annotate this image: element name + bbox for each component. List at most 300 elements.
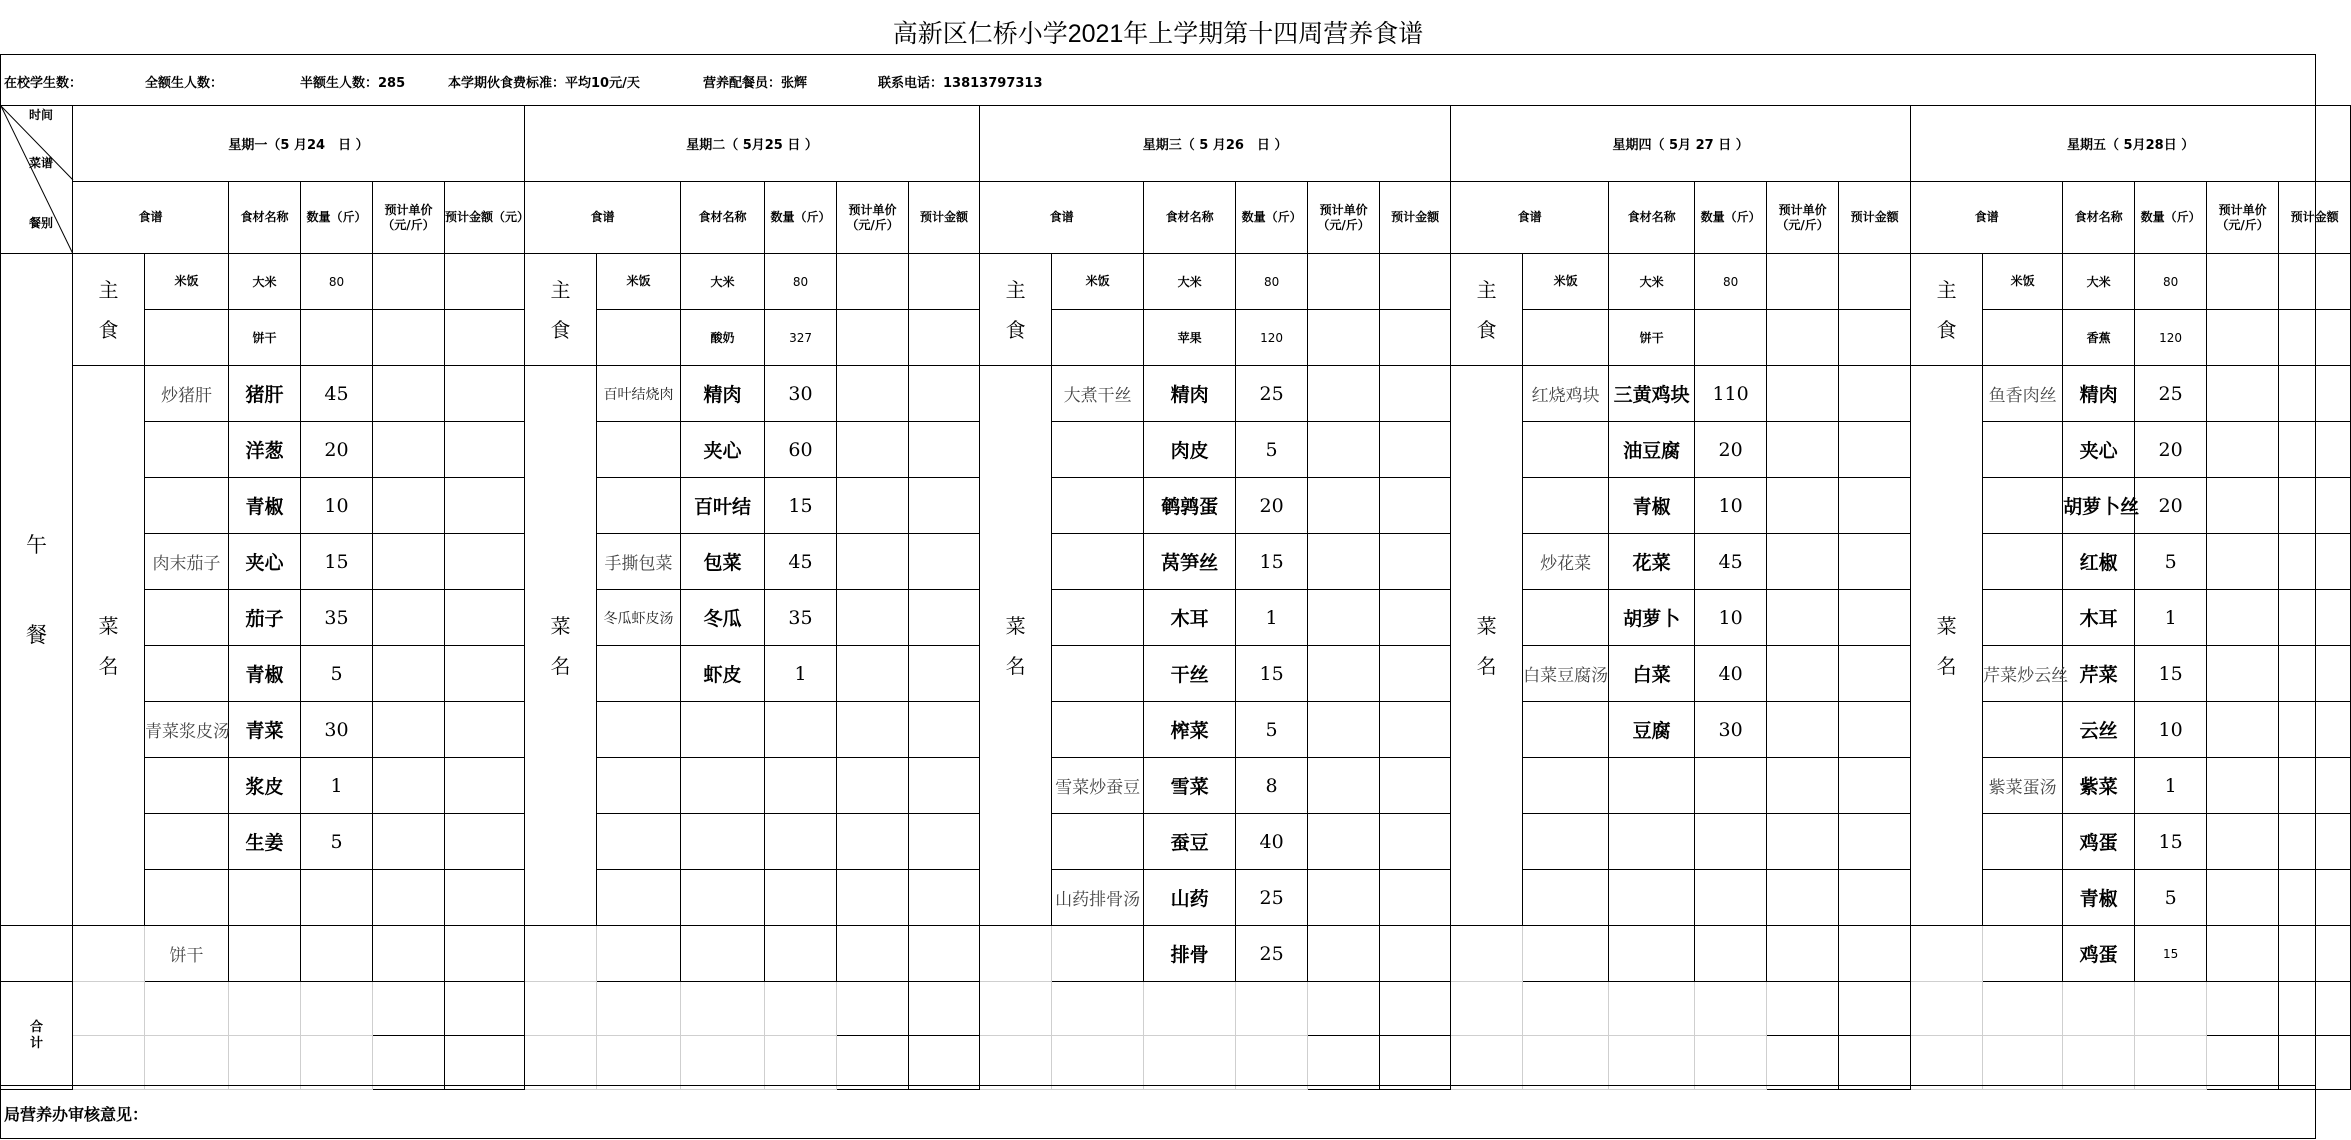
- ingredient-qty: 25: [1236, 870, 1308, 926]
- unit-price-cell: [2207, 422, 2279, 478]
- amount-cell: [445, 590, 525, 646]
- table-row: [1, 422, 2351, 478]
- unit-price-cell: [373, 534, 445, 590]
- ingredient-name: 雪菜: [1144, 758, 1236, 814]
- ingredient-qty: [1695, 926, 1767, 982]
- ingredient-name: 紫菜: [2063, 758, 2135, 814]
- staple-char-2: 食: [550, 317, 571, 342]
- lunch-char-1: 午: [26, 532, 47, 557]
- ingredient-qty: 45: [765, 534, 837, 590]
- unit-price-cell: [2207, 926, 2279, 982]
- ingredient-qty: 1: [765, 646, 837, 702]
- staple-dish: 米饭: [1523, 254, 1609, 310]
- table-row: [1, 982, 2351, 1036]
- unit-price-header: 预计单价（元/斤）: [373, 182, 445, 254]
- total-row-cell: [2135, 982, 2207, 1036]
- ingredient-qty: 5: [1236, 702, 1308, 758]
- amount-cell: [1839, 758, 1911, 814]
- unit-price-cell: [837, 926, 909, 982]
- dish-char-2: 名: [550, 653, 571, 678]
- staple-char-1: 主: [1005, 277, 1026, 302]
- total-row-cell: [73, 982, 145, 1036]
- ingredient-qty: 20: [2135, 422, 2207, 478]
- amount-cell: [445, 534, 525, 590]
- amount-cell: [1839, 814, 1911, 870]
- total-row-cell: [837, 982, 909, 1036]
- staple-char-2: 食: [98, 317, 119, 342]
- dish-name: [597, 422, 681, 478]
- ingredient-qty: 5: [301, 646, 373, 702]
- staple-dish: 米饭: [1052, 254, 1144, 310]
- menu-table: [0, 105, 2351, 1090]
- unit-price-cell: [1308, 478, 1380, 534]
- table-row: [1, 814, 2351, 870]
- staple-dish: [1052, 310, 1144, 366]
- ingredient-qty: 10: [1695, 590, 1767, 646]
- total-row-cell: [1695, 982, 1767, 1036]
- dish-char-2: 名: [98, 653, 119, 678]
- recipe-header: 食谱: [1911, 182, 2063, 254]
- unit-price-cell: [373, 254, 445, 310]
- unit-price-cell: [2207, 814, 2279, 870]
- dish-name: [145, 814, 229, 870]
- day-header: 星期一（5 月24 日 ）: [73, 106, 525, 182]
- ingredient-qty: 15: [1236, 534, 1308, 590]
- amount-cell: [1839, 310, 1911, 366]
- ingredient-name: 百叶结: [681, 478, 765, 534]
- ingredient-name: 夹心: [2063, 422, 2135, 478]
- total-row-cell: [1767, 1036, 1839, 1090]
- unit-price-cell: [1767, 926, 1839, 982]
- total-row-cell: [1911, 982, 1983, 1036]
- ingredient-qty: 5: [2135, 534, 2207, 590]
- unit-price-cell: [1308, 814, 1380, 870]
- dish-name: [145, 422, 229, 478]
- amount-cell: [445, 702, 525, 758]
- staple-qty: 80: [765, 254, 837, 310]
- amount-cell: [445, 310, 525, 366]
- ingredient-name: 精肉: [2063, 366, 2135, 422]
- meal-lunch-label: [1, 254, 73, 926]
- total-row-cell: [301, 982, 373, 1036]
- ingredient-name: 洋葱: [229, 422, 301, 478]
- amount-cell: [445, 478, 525, 534]
- amount-cell: [909, 366, 980, 422]
- total-row-cell: [1144, 1036, 1236, 1090]
- staple-ingredient: 大米: [229, 254, 301, 310]
- amount-cell: [445, 366, 525, 422]
- unit-price-cell: [1767, 422, 1839, 478]
- ingredient-name: 蚕豆: [1144, 814, 1236, 870]
- amount-cell: [1839, 870, 1911, 926]
- ingredient-name: [681, 758, 765, 814]
- ingredient-qty: [301, 870, 373, 926]
- table-row: [1, 926, 2351, 982]
- dish-name: 冬瓜虾皮汤: [597, 590, 681, 646]
- ingredient-header: 食材名称: [229, 182, 301, 254]
- dish-name: [145, 646, 229, 702]
- staple-label: [1911, 254, 1983, 366]
- total-row-cell: [445, 982, 525, 1036]
- unit-price-cell: [373, 422, 445, 478]
- dish-char-1: 菜: [1936, 613, 1957, 638]
- ingredient-name: 肉皮: [1144, 422, 1236, 478]
- table-row: [1, 646, 2351, 702]
- staple-qty: 120: [1236, 310, 1308, 366]
- staple-ingredient: 苹果: [1144, 310, 1236, 366]
- unit-price-cell: [1767, 758, 1839, 814]
- total-row-cell: [145, 982, 229, 1036]
- staple-qty: 80: [1695, 254, 1767, 310]
- total-row-cell: [2279, 982, 2351, 1036]
- amount-cell: [909, 870, 980, 926]
- total-row-cell: [980, 1036, 1052, 1090]
- unit-price-cell: [373, 646, 445, 702]
- ingredient-name: 胡萝卜: [1609, 590, 1695, 646]
- table-row: [1, 1036, 2351, 1090]
- staple-qty: [301, 310, 373, 366]
- amount-cell: [1380, 366, 1451, 422]
- total-row-cell: [1839, 982, 1911, 1036]
- total-row-cell: [301, 1036, 373, 1090]
- dish-name: 肉末茄子: [145, 534, 229, 590]
- ingredient-qty: 10: [301, 478, 373, 534]
- staple-qty: 120: [2135, 310, 2207, 366]
- staple-ingredient: 大米: [2063, 254, 2135, 310]
- page-title: 高新区仁桥小学2021年上学期第十四周营养食谱: [892, 20, 1424, 48]
- total-row-cell: [1523, 982, 1609, 1036]
- unit-price-header: 预计单价（元/斤）: [2207, 182, 2279, 254]
- dish-name: [1523, 702, 1609, 758]
- ingredient-name: 青椒: [2063, 870, 2135, 926]
- dish-name: 饼干: [145, 926, 229, 982]
- corner-recipe-label: 菜谱: [29, 156, 54, 170]
- ingredient-name: 花菜: [1609, 534, 1695, 590]
- total-row-cell: [2063, 1036, 2135, 1090]
- ingredient-qty: 10: [2135, 702, 2207, 758]
- corner-meal-label: 餐别: [29, 216, 54, 230]
- ingredient-name: 木耳: [1144, 590, 1236, 646]
- ingredient-qty: 30: [1695, 702, 1767, 758]
- ingredient-qty: 45: [1695, 534, 1767, 590]
- dish-name: [597, 646, 681, 702]
- total-row-cell: [2207, 982, 2279, 1036]
- staple-ingredient: 酸奶: [681, 310, 765, 366]
- amount-cell: [445, 422, 525, 478]
- unit-price-cell: [2207, 534, 2279, 590]
- amount-cell: [2279, 702, 2351, 758]
- amount-header: 预计金额: [1839, 182, 1911, 254]
- ingredient-header: 食材名称: [1144, 182, 1236, 254]
- amount-cell: [445, 926, 525, 982]
- staple-char-1: 主: [550, 277, 571, 302]
- total-row-cell: [1911, 1036, 1983, 1090]
- unit-price-cell: [373, 870, 445, 926]
- amount-cell: [2279, 310, 2351, 366]
- dish-name: [597, 702, 681, 758]
- dish-label-empty: [980, 926, 1052, 982]
- dish-name: [1523, 758, 1609, 814]
- ingredient-name: [1609, 758, 1695, 814]
- total-row-cell: [980, 982, 1052, 1036]
- info-bar: [0, 68, 2316, 92]
- unit-price-cell: [1767, 366, 1839, 422]
- amount-cell: [1380, 478, 1451, 534]
- ingredient-name: 三黄鸡块: [1609, 366, 1695, 422]
- dish-char-2: 名: [1005, 653, 1026, 678]
- ingredient-qty: 20: [1695, 422, 1767, 478]
- staple-label: [980, 254, 1052, 366]
- ingredient-name: 胡萝卜丝: [2063, 478, 2135, 534]
- total-row-cell: [1983, 982, 2063, 1036]
- unit-price-cell: [2207, 702, 2279, 758]
- ingredient-header: 食材名称: [2063, 182, 2135, 254]
- total-row-cell: [909, 982, 980, 1036]
- unit-price-cell: [1767, 310, 1839, 366]
- total-row-cell: [525, 1036, 597, 1090]
- ingredient-name: 猪肝: [229, 366, 301, 422]
- table-row: [1, 254, 2351, 310]
- ingredient-qty: 1: [2135, 758, 2207, 814]
- dish-name: [1052, 422, 1144, 478]
- amount-cell: [909, 646, 980, 702]
- dish-char-1: 菜: [550, 613, 571, 638]
- total-char-1: 合: [29, 1019, 43, 1035]
- total-row-cell: [765, 982, 837, 1036]
- unit-price-header: 预计单价（元/斤）: [837, 182, 909, 254]
- ingredient-name: 精肉: [1144, 366, 1236, 422]
- total-row-cell: [1983, 1036, 2063, 1090]
- amount-cell: [445, 870, 525, 926]
- unit-price-cell: [837, 534, 909, 590]
- unit-price-cell: [837, 366, 909, 422]
- dish-label-empty: [1451, 926, 1523, 982]
- ingredient-qty: 110: [1695, 366, 1767, 422]
- unit-price-cell: [1308, 870, 1380, 926]
- ingredient-name: 虾皮: [681, 646, 765, 702]
- unit-price-cell: [1308, 254, 1380, 310]
- ingredient-name: [681, 926, 765, 982]
- dish-char-1: 菜: [1005, 613, 1026, 638]
- ingredient-qty: 1: [1236, 590, 1308, 646]
- amount-cell: [1380, 422, 1451, 478]
- ingredient-qty: [1695, 814, 1767, 870]
- amount-cell: [2279, 590, 2351, 646]
- students-count: 在校学生数：: [4, 76, 83, 91]
- dish-name: 手撕包菜: [597, 534, 681, 590]
- day-header: 星期二（ 5月25 日 ）: [525, 106, 980, 182]
- unit-price-cell: [373, 478, 445, 534]
- ingredient-qty: 15: [2135, 814, 2207, 870]
- amount-header: 预计金额: [1380, 182, 1451, 254]
- ingredient-name: [1609, 870, 1695, 926]
- amount-cell: [1380, 534, 1451, 590]
- unit-price-cell: [837, 478, 909, 534]
- ingredient-qty: 15: [2135, 646, 2207, 702]
- staple-dish: [1983, 310, 2063, 366]
- unit-price-cell: [2207, 254, 2279, 310]
- dish-name: [1052, 814, 1144, 870]
- amount-cell: [909, 422, 980, 478]
- recipe-header: 食谱: [980, 182, 1144, 254]
- unit-price-cell: [2207, 870, 2279, 926]
- dish-label-empty: [1911, 926, 1983, 982]
- dish-name: [1523, 926, 1609, 982]
- ingredient-name: 榨菜: [1144, 702, 1236, 758]
- staple-ingredient: 大米: [1609, 254, 1695, 310]
- ingredient-name: 干丝: [1144, 646, 1236, 702]
- ingredient-qty: 20: [2135, 478, 2207, 534]
- table-row: [1, 758, 2351, 814]
- ingredient-name: 排骨: [1144, 926, 1236, 982]
- total-row-cell: [1380, 1036, 1451, 1090]
- dish-label: [980, 366, 1052, 926]
- ingredient-name: 红椒: [2063, 534, 2135, 590]
- dish-name: [1983, 422, 2063, 478]
- unit-price-cell: [1308, 926, 1380, 982]
- total-row-cell: [681, 982, 765, 1036]
- unit-price-cell: [837, 646, 909, 702]
- recipe-header: 食谱: [73, 182, 229, 254]
- dish-name: [1523, 478, 1609, 534]
- qty-header: 数量（斤）: [301, 182, 373, 254]
- amount-header: 预计金额: [909, 182, 980, 254]
- amount-cell: [2279, 254, 2351, 310]
- day-header: 星期三（ 5 月26 日 ）: [980, 106, 1451, 182]
- dish-name: [597, 758, 681, 814]
- corner-header: [1, 106, 73, 254]
- ingredient-name: 鹌鹑蛋: [1144, 478, 1236, 534]
- total-row-cell: [1451, 982, 1523, 1036]
- ingredient-qty: 45: [301, 366, 373, 422]
- amount-cell: [445, 758, 525, 814]
- staple-ingredient: 大米: [1144, 254, 1236, 310]
- dish-name: [1052, 702, 1144, 758]
- total-row-cell: [1308, 1036, 1380, 1090]
- unit-price-cell: [837, 590, 909, 646]
- ingredient-qty: 5: [301, 814, 373, 870]
- unit-price-cell: [2207, 478, 2279, 534]
- ingredient-name: [229, 926, 301, 982]
- ingredient-qty: 35: [765, 590, 837, 646]
- total-row-cell: [1767, 982, 1839, 1036]
- amount-cell: [909, 926, 980, 982]
- amount-cell: [1380, 870, 1451, 926]
- amount-cell: [1380, 702, 1451, 758]
- ingredient-name: [681, 814, 765, 870]
- dish-name: 炒猪肝: [145, 366, 229, 422]
- table-row: [1, 310, 2351, 366]
- dish-name: [1983, 478, 2063, 534]
- ingredient-name: 夹心: [229, 534, 301, 590]
- ingredient-qty: 30: [301, 702, 373, 758]
- dish-name: [1523, 590, 1609, 646]
- unit-price-cell: [837, 758, 909, 814]
- amount-cell: [1380, 254, 1451, 310]
- corner-diagonals: [1, 106, 73, 254]
- total-row-cell: [2207, 1036, 2279, 1090]
- total-row-cell: [1839, 1036, 1911, 1090]
- ingredient-name: [1609, 926, 1695, 982]
- title-divider: [0, 54, 2316, 55]
- unit-price-cell: [1767, 478, 1839, 534]
- unit-price-cell: [1767, 814, 1839, 870]
- dish-name: [145, 478, 229, 534]
- qty-header: 数量（斤）: [765, 182, 837, 254]
- ingredient-qty: 15: [765, 478, 837, 534]
- dish-name: 鱼香肉丝: [1983, 366, 2063, 422]
- ingredient-name: [1609, 814, 1695, 870]
- dish-name: 大煮干丝: [1052, 366, 1144, 422]
- ingredient-name: 白菜: [1609, 646, 1695, 702]
- amount-cell: [1839, 478, 1911, 534]
- dish-name: 炒花菜: [1523, 534, 1609, 590]
- amount-cell: [909, 590, 980, 646]
- dish-name: [1983, 926, 2063, 982]
- unit-price-cell: [2207, 366, 2279, 422]
- ingredient-qty: 30: [765, 366, 837, 422]
- unit-price-cell: [1308, 534, 1380, 590]
- dish-name: [145, 758, 229, 814]
- total-row-cell: [909, 1036, 980, 1090]
- total-row-cell: [1609, 1036, 1695, 1090]
- total-row-cell: [837, 1036, 909, 1090]
- ingredient-name: [681, 702, 765, 758]
- day-header: 星期四（ 5月 27 日 ）: [1451, 106, 1911, 182]
- total-row-cell: [1451, 1036, 1523, 1090]
- dish-name: 紫菜蛋汤: [1983, 758, 2063, 814]
- staple-qty: 80: [2135, 254, 2207, 310]
- unit-price-cell: [837, 254, 909, 310]
- ingredient-name: 青菜: [229, 702, 301, 758]
- unit-price-cell: [1308, 590, 1380, 646]
- total-row-cell: [73, 1036, 145, 1090]
- dish-char-1: 菜: [98, 613, 119, 638]
- table-row: [1, 478, 2351, 534]
- dish-name: [1052, 926, 1144, 982]
- unit-price-cell: [373, 310, 445, 366]
- meal-standard: 本学期伙食费标准：平均10元/天: [448, 76, 640, 91]
- ingredient-qty: 35: [301, 590, 373, 646]
- total-row-cell: [1695, 1036, 1767, 1090]
- total-row-cell: [2279, 1036, 2351, 1090]
- amount-cell: [1380, 646, 1451, 702]
- ingredient-name: 包菜: [681, 534, 765, 590]
- dish-label: [1451, 366, 1523, 926]
- ingredient-qty: 60: [765, 422, 837, 478]
- dish-name: 百叶结烧肉: [597, 366, 681, 422]
- amount-cell: [2279, 478, 2351, 534]
- unit-price-cell: [373, 758, 445, 814]
- table-row: [1, 702, 2351, 758]
- contact-phone: 联系电话：13813797313: [878, 76, 1043, 91]
- dish-label: [73, 366, 145, 926]
- ingredient-qty: 5: [2135, 870, 2207, 926]
- unit-price-cell: [1308, 646, 1380, 702]
- staple-dish: [1523, 310, 1609, 366]
- unit-price-cell: [837, 870, 909, 926]
- ingredient-qty: [765, 758, 837, 814]
- ingredient-qty: [765, 926, 837, 982]
- total-row-cell: [145, 1036, 229, 1090]
- amount-cell: [1380, 926, 1451, 982]
- total-row-cell: [229, 1036, 301, 1090]
- amount-cell: [1839, 422, 1911, 478]
- total-row-cell: [1236, 982, 1308, 1036]
- ingredient-name: 鸡蛋: [2063, 814, 2135, 870]
- dish-name: [1983, 590, 2063, 646]
- dish-name: [145, 870, 229, 926]
